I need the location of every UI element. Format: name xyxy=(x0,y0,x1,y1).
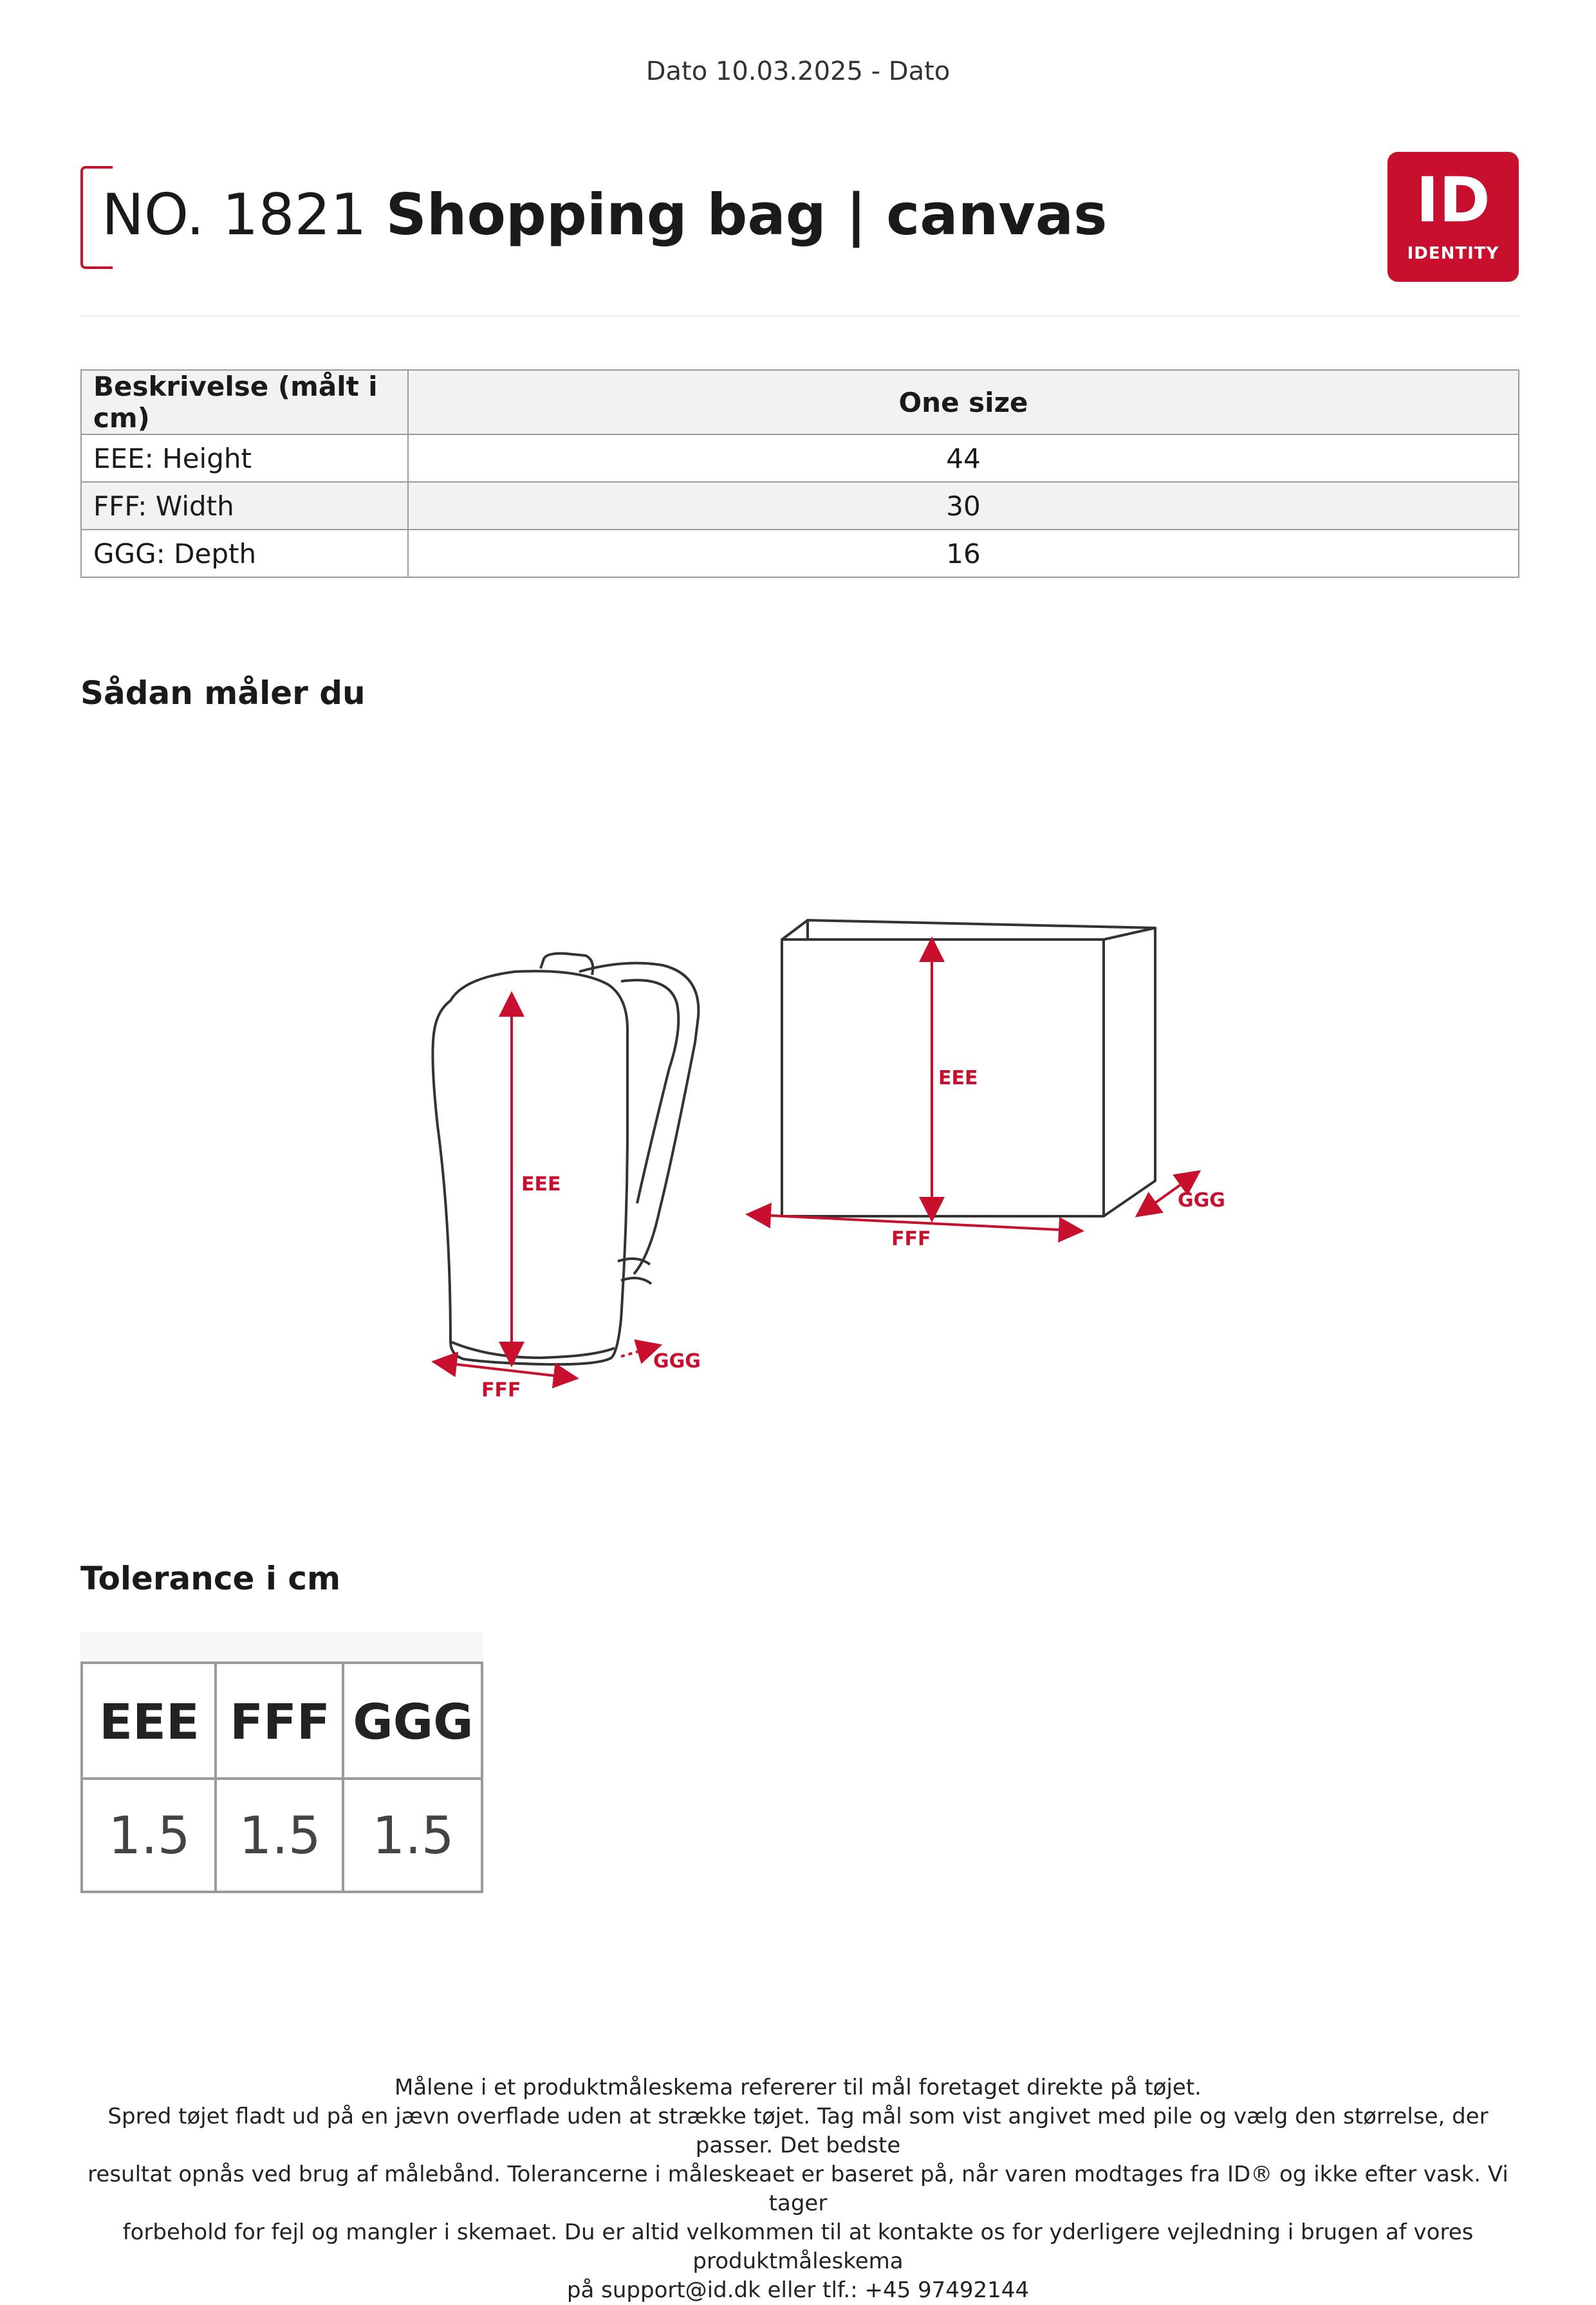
bag-measure-arrows xyxy=(758,949,1191,1230)
tolerance-table xyxy=(80,1629,483,1893)
bag-ggg-label: GGG xyxy=(1178,1189,1225,1212)
tolerance-header-eee: EEE xyxy=(99,1692,200,1750)
footer-line: resultat opnås ved brug af målebånd. Tolerancerne i måleskeaet er baseret på, når varen modtages fra ID® og ikke efter vask. Vi tager xyxy=(88,2162,1508,2216)
size-table-header-description: Beskrivelse (målt i cm) xyxy=(81,370,408,434)
tolerance-value-fff: 1.5 xyxy=(239,1805,321,1865)
backpack-ggg-label: GGG xyxy=(653,1350,701,1373)
bag-eee-label: EEE xyxy=(938,1067,978,1089)
row-label: GGG: Depth xyxy=(81,530,408,577)
tolerance-heading: Tolerance i cm xyxy=(80,1560,341,1597)
row-label: EEE: Height xyxy=(81,434,408,482)
footer-line: forbehold for fejl og mangler i skemaet. Du er altid velkommen til at kontakte os for yderligere vejledning i brugen af vores produktmåleskema xyxy=(122,2219,1474,2274)
footer-disclaimer xyxy=(71,2073,1525,2305)
document-date: Dato 10.03.2025 - Dato xyxy=(645,57,951,86)
tolerance-header-fff: FFF xyxy=(230,1692,330,1750)
row-value: 16 xyxy=(408,530,1519,577)
product-name: Shopping bag | canvas xyxy=(385,181,1108,248)
footer-line: på support@id.dk eller tlf.: +45 97492144 xyxy=(566,2277,1030,2303)
size-table-header-size: One size xyxy=(408,370,1519,434)
footer-line: Målene i et produktmåleskema refererer til mål foretaget direkte på tøjet. xyxy=(394,2075,1202,2100)
tolerance-value-ggg: 1.5 xyxy=(372,1805,454,1865)
product-number: NO. 1821 xyxy=(102,181,367,248)
footer-line: Spred tøjet fladt ud på en jævn overflade uden at strække tøjet. Tag mål som vist angivet med pile og vælg den størrelse, der passer. Det bedste xyxy=(107,2104,1489,2158)
tolerance-header-ggg: GGG xyxy=(353,1692,474,1750)
backpack-ggg-arrow xyxy=(621,1348,650,1356)
row-label: FFF: Width xyxy=(81,482,408,530)
row-value: 30 xyxy=(408,482,1519,530)
how-to-measure-heading: Sådan måler du xyxy=(80,674,366,712)
backpack-illustration xyxy=(432,954,698,1365)
logo-mark: ID xyxy=(1416,164,1490,236)
row-value: 44 xyxy=(408,434,1519,482)
logo-text: IDENTITY xyxy=(1407,244,1499,263)
backpack-eee-label: EEE xyxy=(521,1173,561,1196)
tolerance-value-eee: 1.5 xyxy=(108,1805,190,1865)
bag-fff-label: FFF xyxy=(891,1228,931,1250)
backpack-fff-label: FFF xyxy=(481,1379,521,1402)
